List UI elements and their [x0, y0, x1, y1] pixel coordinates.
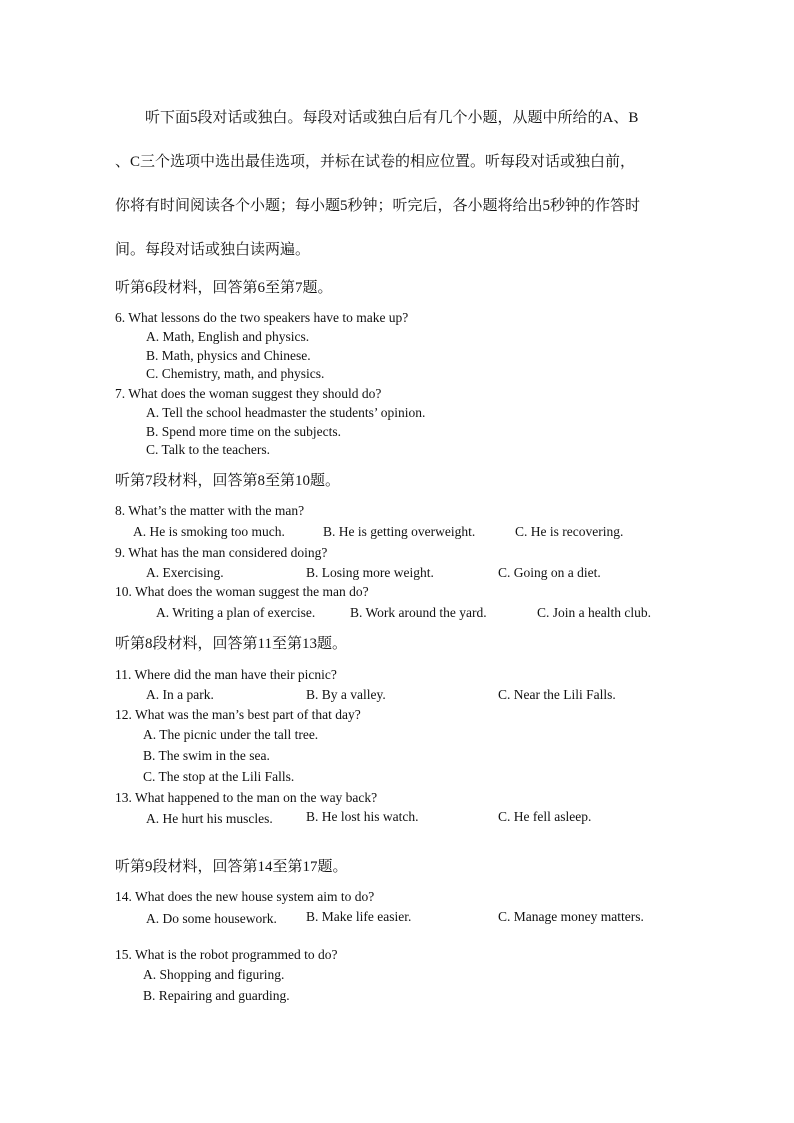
option-13a: A. He hurt his muscles.: [146, 811, 273, 826]
option-8c: C. He is recovering.: [515, 524, 624, 539]
option-9c: C. Going on a diet.: [498, 565, 601, 580]
option-12a: A. The picnic under the tall tree.: [143, 727, 319, 742]
option-14c: C. Manage money matters.: [498, 909, 644, 924]
option-15a: A. Shopping and figuring.: [143, 967, 285, 982]
instructions-line: 你将有时间阅读各个小题；每小题5秒钟；听完后，各小题将给出5秒钟的作答时: [115, 198, 641, 214]
instructions-line: 间。每段对话或独白读两遍。: [115, 242, 311, 258]
instructions-line: 、C三个选项中选出最佳选项，并标在试卷的相应位置。听每段对话或独白前，: [115, 154, 636, 170]
question-6: 6. What lessons do the two speakers have to make up?: [115, 310, 409, 325]
option-10a: A. Writing a plan of exercise.: [156, 605, 316, 620]
section-heading: 听第9段材料，回答第14至第17题。: [115, 859, 348, 875]
option-14b: B. Make life easier.: [306, 909, 412, 924]
option-8b: B. He is getting overweight.: [323, 524, 476, 539]
instructions: [115, 96, 685, 272]
option-9b: B. Losing more weight.: [306, 565, 434, 580]
section-heading: 听第8段材料，回答第11至第13题。: [115, 636, 347, 652]
question-14: 14. What does the new house system aim to do?: [115, 889, 375, 904]
option-12b: B. The swim in the sea.: [143, 748, 270, 763]
option-13b: B. He lost his watch.: [306, 809, 419, 824]
option-10c: C. Join a health club.: [537, 605, 651, 620]
section-heading: 听第7段材料，回答第8至第10题。: [115, 473, 341, 489]
option-8a: A. He is smoking too much.: [133, 524, 285, 539]
option-6c: C. Chemistry, math, and physics.: [146, 366, 325, 381]
option-6b: B. Math, physics and Chinese.: [146, 348, 311, 363]
option-11a: A. In a park.: [146, 687, 214, 702]
question-9: 9. What has the man considered doing?: [115, 545, 328, 560]
question-11: 11. Where did the man have their picnic?: [115, 667, 337, 682]
option-6a: A. Math, English and physics.: [146, 329, 310, 344]
option-11b: B. By a valley.: [306, 687, 386, 702]
question-8: 8. What’s the matter with the man?: [115, 503, 305, 518]
question-15: 15. What is the robot programmed to do?: [115, 947, 338, 962]
option-7a: A. Tell the school headmaster the students’ opinion.: [146, 405, 426, 420]
question-7: 7. What does the woman suggest they should do?: [115, 386, 382, 401]
option-14a: A. Do some housework.: [146, 911, 277, 926]
option-12c: C. The stop at the Lili Falls.: [143, 769, 295, 784]
option-7c: C. Talk to the teachers.: [146, 442, 271, 457]
question-12: 12. What was the man’s best part of that day?: [115, 707, 361, 722]
option-7b: B. Spend more time on the subjects.: [146, 424, 341, 439]
option-15b: B. Repairing and guarding.: [143, 988, 290, 1003]
instructions-line: 听下面5段对话或独白。每段对话或独白后有几个小题，从题中所给的A、B: [145, 110, 639, 126]
question-10: 10. What does the woman suggest the man do?: [115, 584, 369, 599]
option-11c: C. Near the Lili Falls.: [498, 687, 616, 702]
option-9a: A. Exercising.: [146, 565, 224, 580]
section-heading: 听第6段材料，回答第6至第7题。: [115, 280, 333, 296]
option-10b: B. Work around the yard.: [350, 605, 487, 620]
option-13c: C. He fell asleep.: [498, 809, 592, 824]
question-13: 13. What happened to the man on the way back?: [115, 790, 378, 805]
